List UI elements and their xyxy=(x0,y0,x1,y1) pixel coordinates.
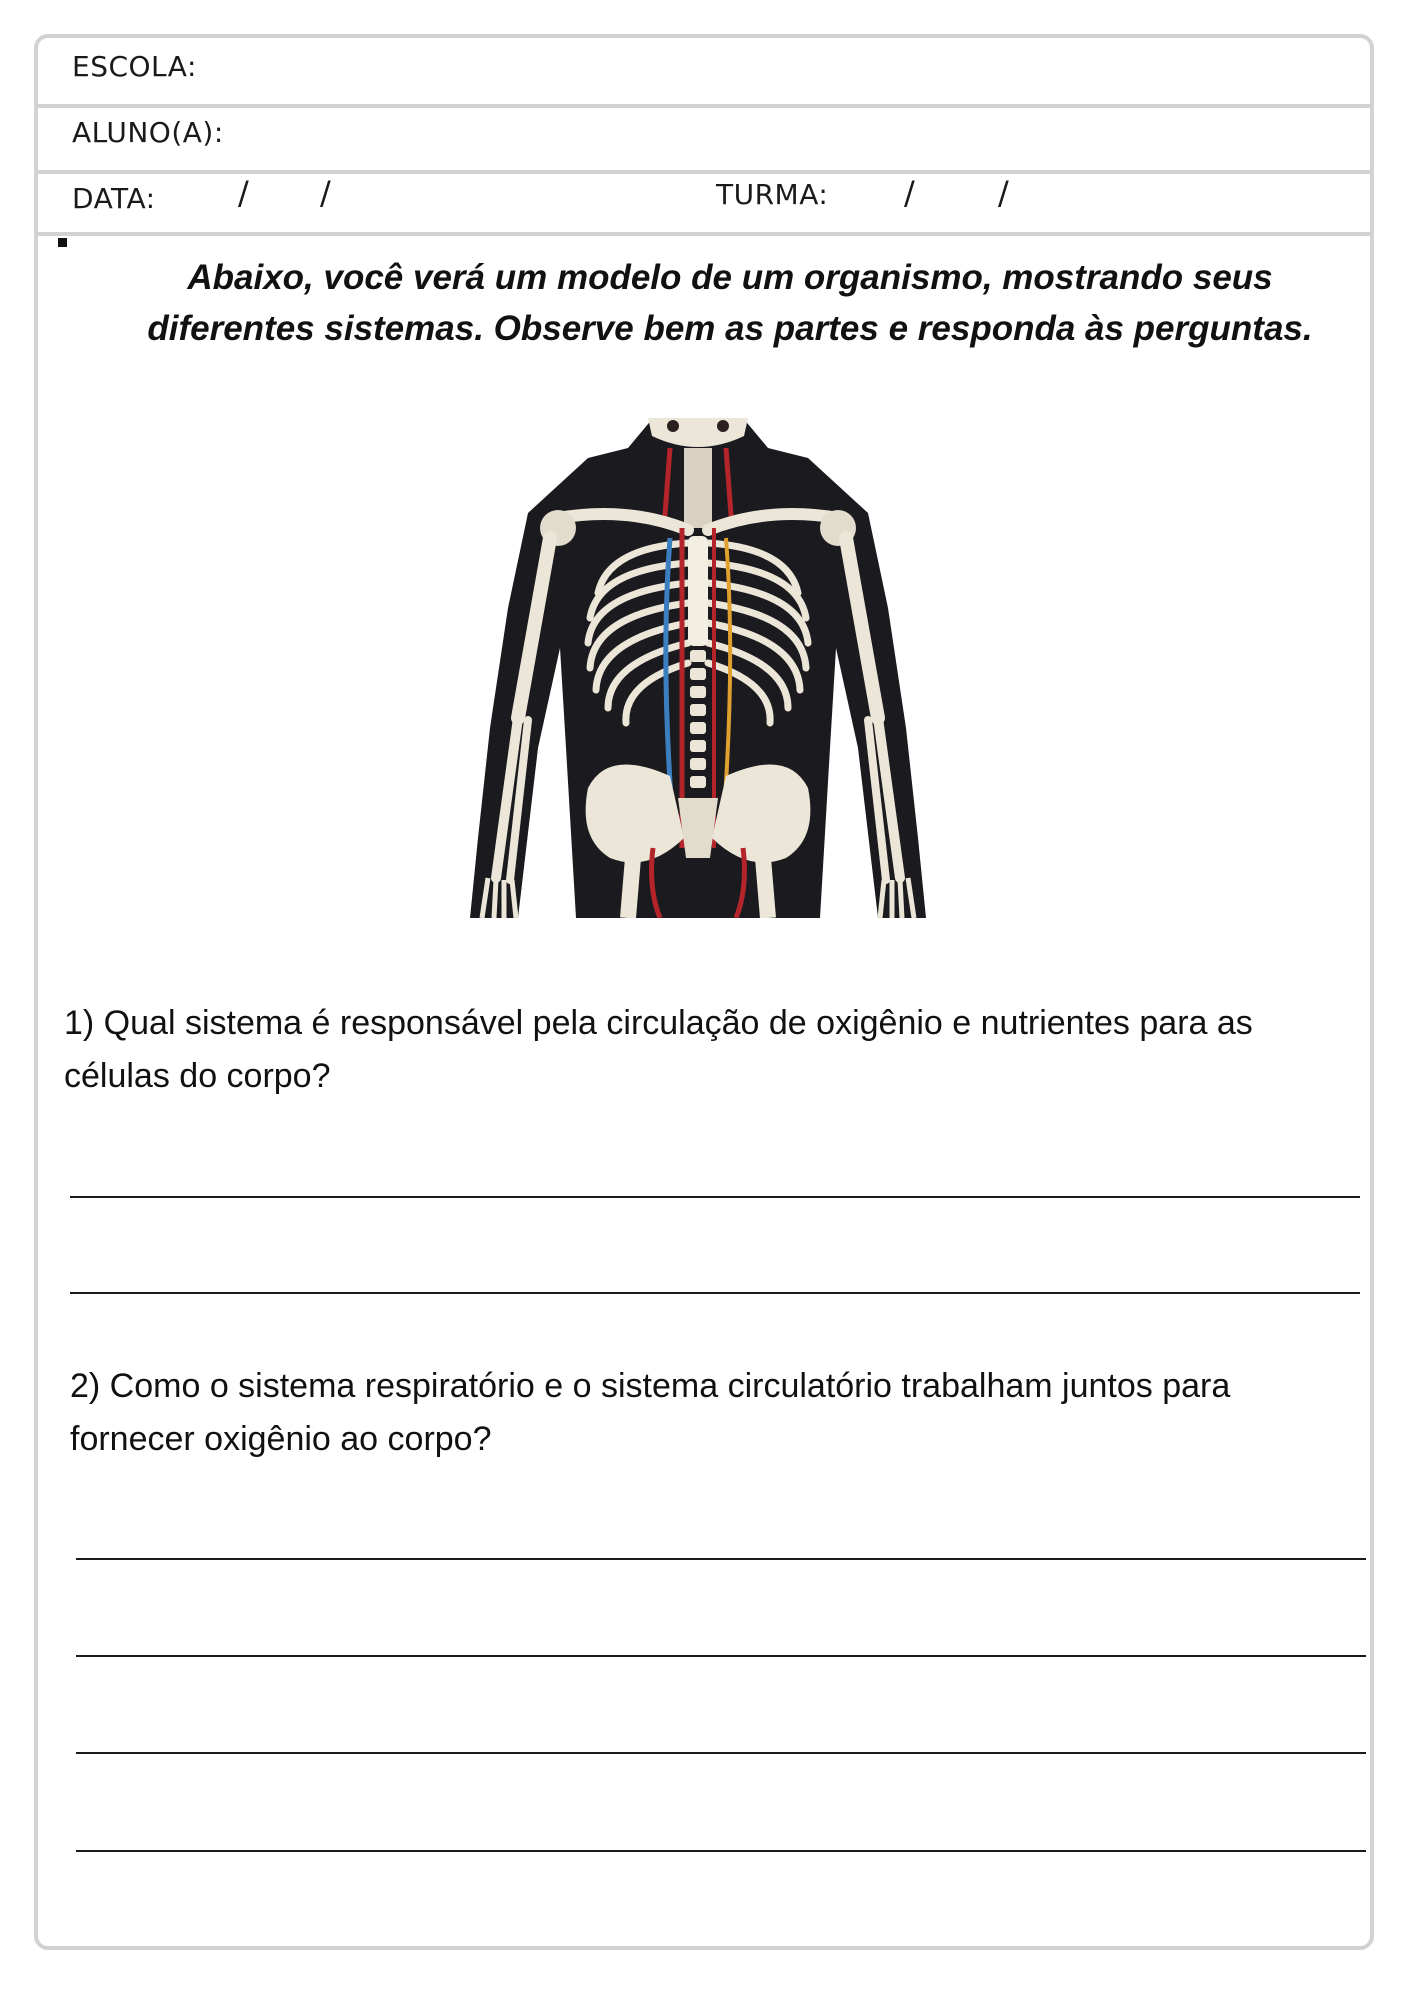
date-slash: / xyxy=(320,174,331,212)
bullet-marker xyxy=(58,238,67,247)
aluno-row xyxy=(38,104,1370,174)
turma-slash: / xyxy=(904,174,915,212)
answer-line[interactable] xyxy=(70,1196,1360,1198)
answer-line[interactable] xyxy=(70,1292,1360,1294)
answer-line[interactable] xyxy=(76,1850,1366,1852)
skeleton-anatomy-icon xyxy=(438,418,958,918)
date-slash: / xyxy=(238,174,249,212)
question-1: 1) Qual sistema é responsável pela circulação de oxigênio e nutrientes para as células do corpo? xyxy=(64,1004,1253,1095)
data-label: DATA: xyxy=(72,182,156,215)
escola-label: ESCOLA: xyxy=(72,50,197,83)
turma-slash: / xyxy=(998,174,1009,212)
aluno-label: ALUNO(A): xyxy=(72,116,224,149)
answer-line[interactable] xyxy=(76,1655,1366,1657)
answer-line[interactable] xyxy=(76,1558,1366,1560)
answer-line[interactable] xyxy=(76,1752,1366,1754)
data-turma-row xyxy=(38,170,1370,236)
instructions-text: Abaixo, você verá um modelo de um organismo, mostrando seus diferentes sistemas. Observe bem as partes e responda às perguntas. xyxy=(147,258,1313,348)
escola-row xyxy=(38,38,1370,108)
question-2: 2) Como o sistema respiratório e o sistema circulatório trabalham juntos para fornecer oxigênio ao corpo? xyxy=(70,1367,1231,1458)
turma-label: TURMA: xyxy=(716,178,829,211)
